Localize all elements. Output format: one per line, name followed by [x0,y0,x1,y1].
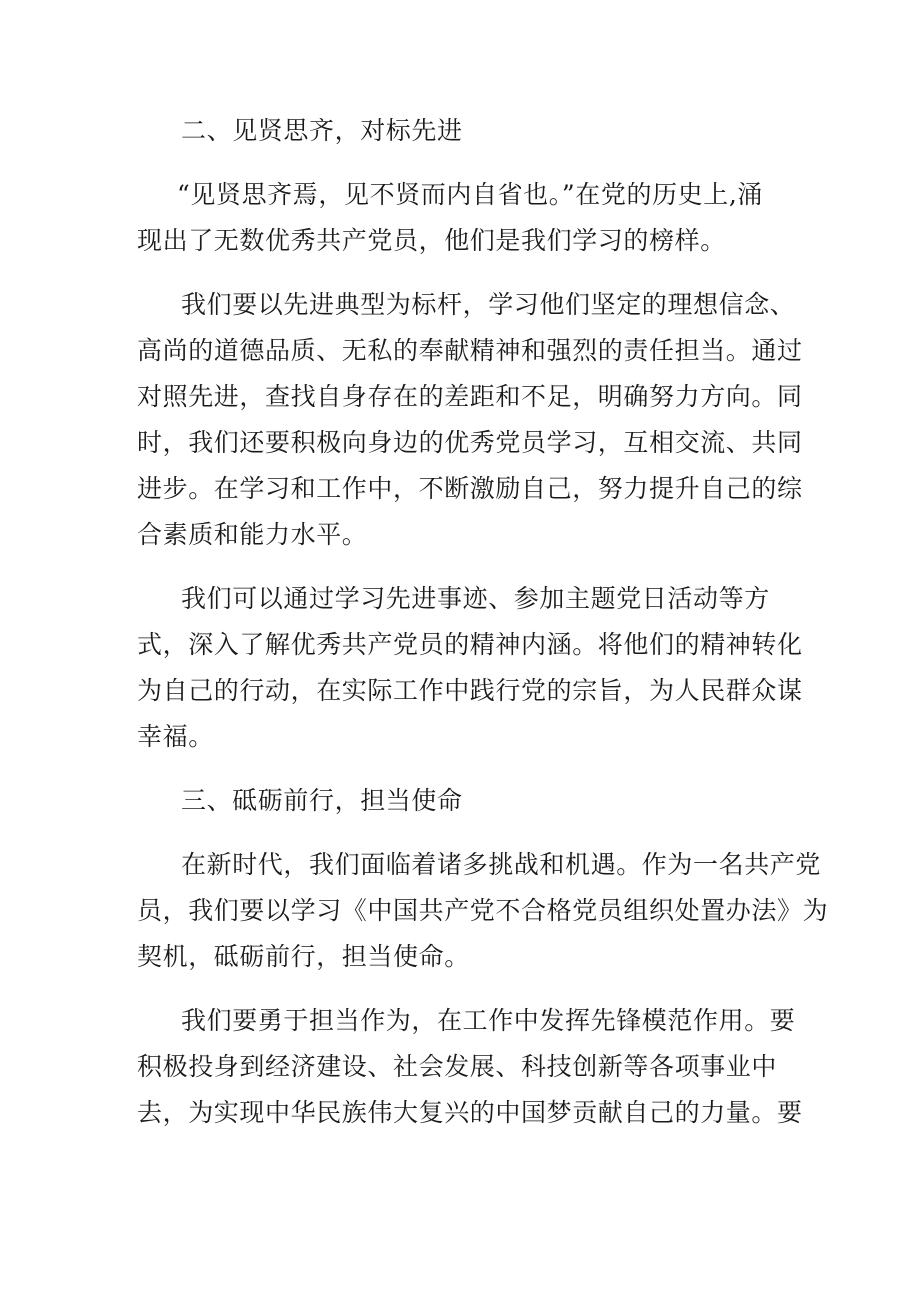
paragraph-responsibility [137,998,803,1136]
paragraph-line: 去，为实现中华民族伟大复兴的中国梦贡献自己的力量。要 [137,1098,803,1127]
paragraph-new-era [137,842,829,980]
paragraph-line: 在新时代，我们面临着诸多挑战和机遇。作为一名共产党 [181,850,822,879]
paragraph-line: 时，我们还要积极向身边的优秀党员学习，互相交流、共同 [137,428,803,457]
paragraph-line: 幸福。 [137,722,214,751]
paragraph-line: 对照先进，查找自身存在的差距和不足，明确努力方向。同 [137,382,803,411]
heading-line: 二、见贤思齐，对标先进 [181,116,463,145]
heading-line: 三、砥砺前行，担当使命 [181,786,463,815]
paragraph-gap [137,760,787,778]
paragraph-line: 我们可以通过学习先进事迹、参加主题党日活动等方 [181,584,770,613]
paragraph-line: 我们要以先进典型为标杆，学习他们坚定的理想信念、 [181,290,796,319]
paragraph-line: 积极投身到经济建设、社会发展、科技创新等各项事业中 [137,1052,778,1081]
paragraph-quote [137,172,787,264]
paragraph-line: 员，我们要以学习《中国共产党不合格党员组织处置办法》为 [137,896,829,925]
paragraph-line: 进步。在学习和工作中，不断激励自己，努力提升自己的综 [137,474,803,503]
paragraph-gap [137,264,787,282]
paragraph-line: 现出了无数优秀共产党员，他们是我们学习的榜样。 [137,226,726,255]
paragraph-gap [137,558,787,576]
section-heading-3 [137,778,787,824]
paragraph-line: 合素质和能力水平。 [137,520,368,549]
paragraph-line: 高尚的道德品质、无私的奉献精神和强烈的责任担当。通过 [137,336,803,365]
paragraph-gap [137,154,787,172]
paragraph-line: “见贤思齐焉，见不贤而内自省也。”在党的历史上,涌 [177,180,764,209]
paragraph-line: 为自己的行动，在实际工作中践行党的宗旨，为人民群众谋 [137,676,803,705]
section-heading-2 [137,108,787,154]
paragraph-methods [137,576,803,760]
paragraph-line: 我们要勇于担当作为，在工作中发挥先锋模范作用。要 [181,1006,796,1035]
paragraph-gap [137,980,787,998]
paragraph-line: 式，深入了解优秀共产党员的精神内涵。将他们的精神转化 [137,630,803,659]
paragraph-gap [137,824,787,842]
paragraph-benchmark [137,282,803,558]
paragraph-line: 契机，砥砺前行，担当使命。 [137,942,470,971]
document-body [137,108,829,1136]
